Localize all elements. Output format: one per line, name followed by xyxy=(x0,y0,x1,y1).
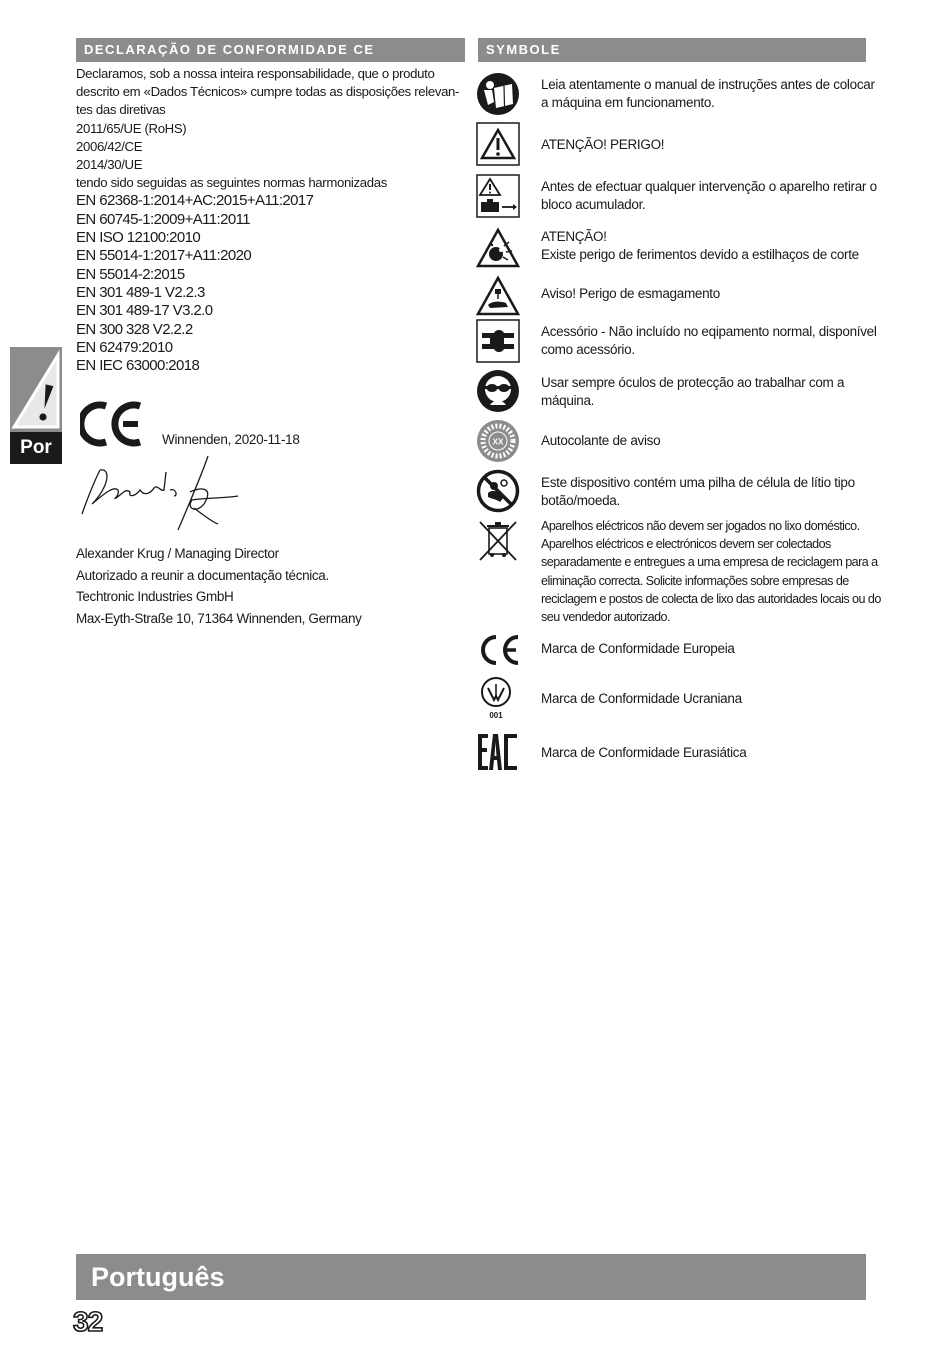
signatory-block xyxy=(76,543,362,629)
exclamation-icon xyxy=(10,347,62,432)
standard-item: EN 55014-2:2015 xyxy=(76,265,185,283)
flying-debris-icon xyxy=(476,226,520,270)
sticker-label: XX xyxy=(492,437,504,447)
accessory-icon xyxy=(476,319,520,363)
mark-code: 001 xyxy=(489,711,503,720)
safety-goggles-icon xyxy=(476,369,520,413)
symbol-description: Aviso! Perigo de esmagamento xyxy=(541,286,720,301)
language-side-tab xyxy=(10,347,62,464)
ce-mark-logo xyxy=(80,400,146,453)
warning-triangle-icon xyxy=(476,122,520,166)
symbol-description: Aparelhos eléctricos não devem ser jogados no lixo doméstico. Aparelhos eléctricos e electrónicos devem ser colectados separadamente e entregues a uma empresa de reciclagem para a eliminação correcta. Solicite informações sobre empresas de reciclagem e postos de colecta de lixo das autoridades locais ou do seu vendedor autorizado. xyxy=(541,519,881,625)
company-address: Max-Eyth-Straße 10, 71364 Winnenden, Germany xyxy=(76,610,362,626)
directive-item: 2014/30/UE xyxy=(76,157,143,173)
symbol-description: ATENÇÃO! PERIGO! xyxy=(541,137,665,152)
weee-bin-icon xyxy=(476,518,520,562)
standard-item: EN 301 489-17 V3.2.0 xyxy=(76,302,213,320)
symbols-header: SYMBOLE xyxy=(478,38,866,62)
directive-item: 2006/42/CE xyxy=(76,138,143,154)
symbol-description: Acessório - Não incluído no eqipamento normal, disponível como acessório. xyxy=(541,324,877,358)
coin-battery-icon xyxy=(476,469,520,513)
directive-item: 2011/65/UE (RoHS) xyxy=(76,120,187,136)
standard-item: EN ISO 12100:2010 xyxy=(76,229,201,247)
remove-battery-icon xyxy=(476,174,520,218)
symbol-description: Usar sempre óculos de protecção ao trabalhar com a máquina. xyxy=(541,375,845,409)
declaration-intro: Declaramos, sob a nossa inteira responsabilidade, que o produto descrito em «Dados Técnicos» cumpre todas as disposições relevan- tes das diretivas xyxy=(76,66,460,118)
standard-item: EN 300 328 V2.2.2 xyxy=(76,320,193,338)
symbol-description: Leia atentamente o manual de instruções antes de colocar a máquina em funcionamento. xyxy=(541,77,875,111)
standard-item: EN 55014-1:2017+A11:2020 xyxy=(76,247,252,265)
signatory-name: Alexander Krug / Managing Director xyxy=(76,546,279,561)
symbol-description: Marca de Conformidade Eurasiática xyxy=(541,745,747,760)
read-manual-icon xyxy=(476,72,520,116)
handwritten-signature xyxy=(78,452,248,537)
declaration-body xyxy=(76,65,468,375)
symbol-description: Este dispositivo contém uma pilha de célula de lítio tipo botão/moeda. xyxy=(541,475,855,509)
symbol-description: Antes de efectuar qualquer intervenção o aparelho retirar o bloco acumulador. xyxy=(541,179,877,213)
ukraine-mark-icon xyxy=(476,676,520,720)
symbol-description: Marca de Conformidade Ucraniana xyxy=(541,691,742,706)
language-code: Por xyxy=(10,432,62,464)
ce-mark-icon xyxy=(80,400,146,448)
ce-mark-icon xyxy=(476,628,520,672)
standard-item: EN 62368-1:2014+AC:2015+A11:2017 xyxy=(76,192,314,210)
norms-intro: tendo sido seguidas as seguintes normas harmonizadas xyxy=(76,175,387,191)
crushing-hazard-icon xyxy=(476,274,520,318)
standard-item: EN 301 489-1 V2.2.3 xyxy=(76,283,205,301)
standard-item: EN 62479:2010 xyxy=(76,338,173,356)
symbol-description: Marca de Conformidade Europeia xyxy=(541,641,735,656)
authorization-note: Autorizado a reunir a documentação técnica. xyxy=(76,567,329,583)
symbol-description-line: ATENÇÃO! xyxy=(541,229,607,244)
page-number: 32 xyxy=(73,1306,103,1337)
declaration-header: DECLARAÇÃO DE CONFORMIDADE CE xyxy=(76,38,465,62)
warning-sticker-icon xyxy=(476,419,520,463)
place-date: Winnenden, 2020-11-18 xyxy=(162,432,300,447)
standard-item: EN 60745-1:2009+A11:2011 xyxy=(76,210,250,228)
warning-tab-graphic xyxy=(10,347,62,432)
language-footer: Português xyxy=(76,1254,866,1300)
symbol-description xyxy=(541,228,881,265)
symbol-description: Autocolante de aviso xyxy=(541,433,661,448)
company-name: Techtronic Industries GmbH xyxy=(76,589,234,605)
eac-mark-icon xyxy=(476,730,520,774)
symbol-description-line: Existe perigo de ferimentos devido a estilhaços de corte xyxy=(541,247,859,263)
standard-item: EN IEC 63000:2018 xyxy=(76,357,200,375)
signature xyxy=(78,452,248,542)
